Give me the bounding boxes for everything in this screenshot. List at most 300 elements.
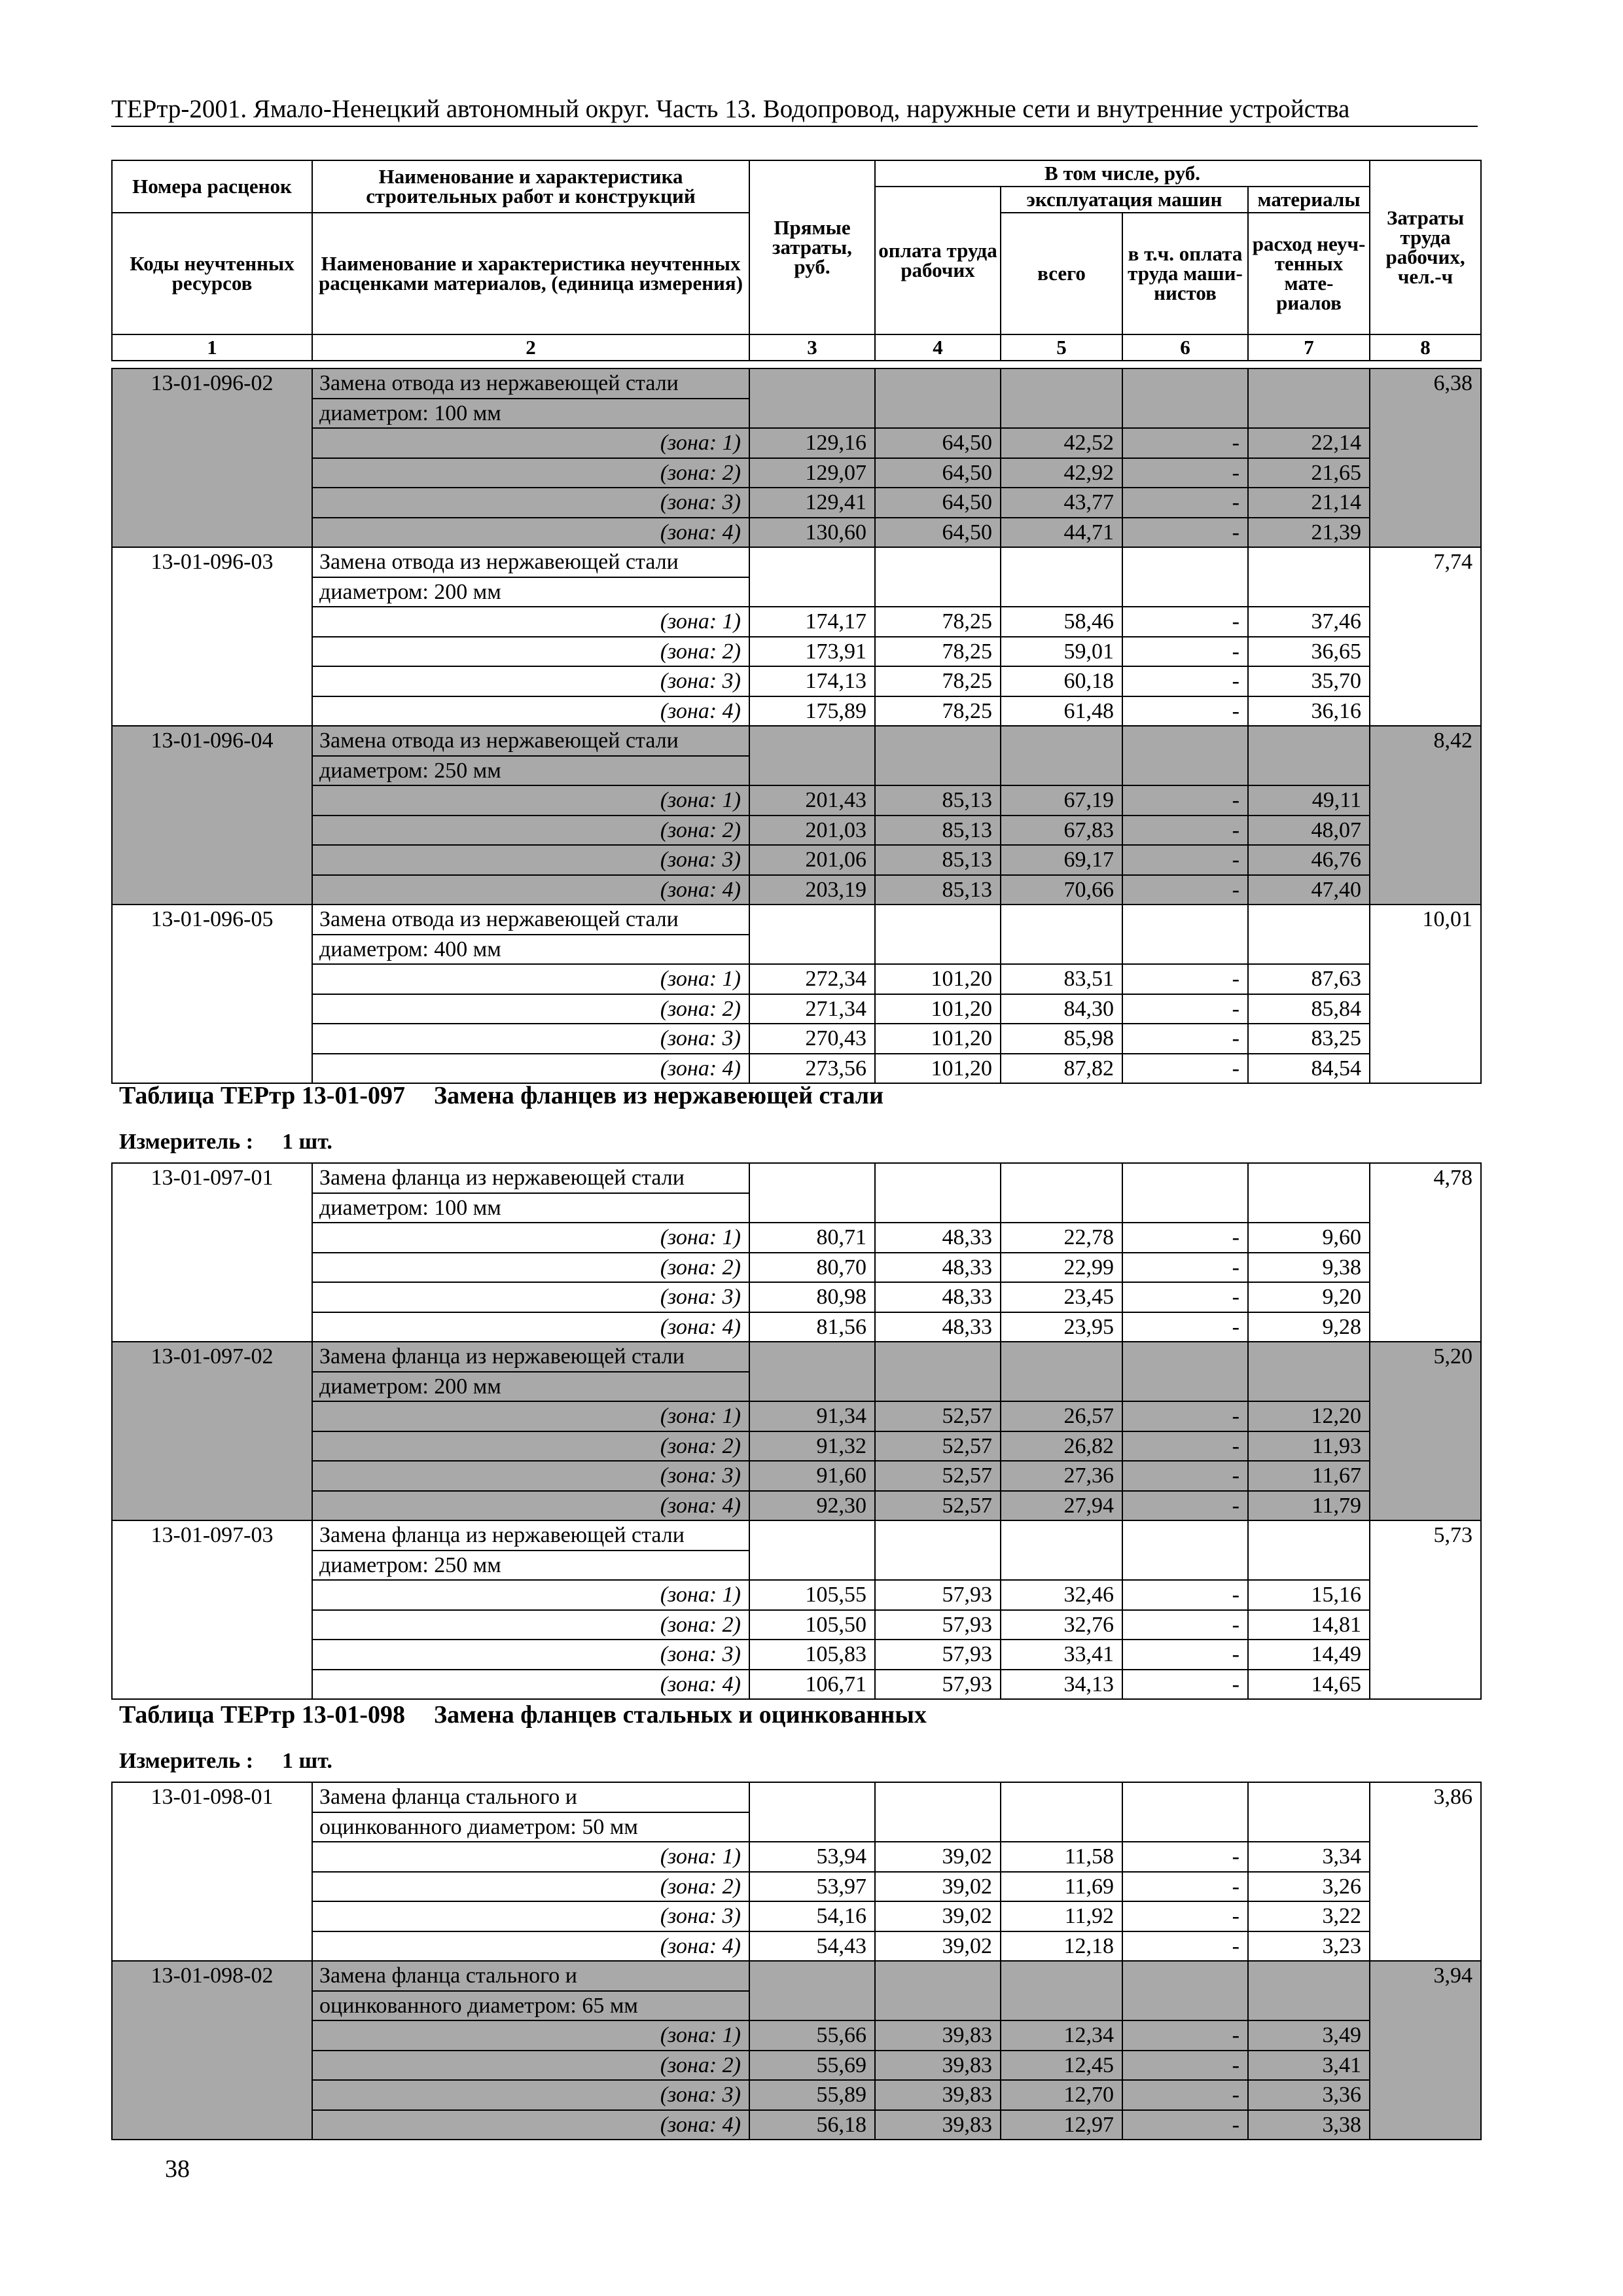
- machine-total-value: 67,83: [1001, 816, 1122, 846]
- empty-cell: [1122, 726, 1248, 785]
- table-row: [112, 1520, 1481, 1551]
- empty-cell: [1122, 547, 1248, 607]
- machine-total-value: 11,69: [1001, 1872, 1122, 1902]
- machinist-wage-value: -: [1122, 1901, 1248, 1931]
- material-value: 21,14: [1248, 488, 1370, 518]
- zone-row: [112, 1401, 1481, 1431]
- direct-cost-value: 174,13: [749, 666, 875, 696]
- work-name-line-2: оцинкованного диаметром: 50 мм: [312, 1812, 749, 1842]
- material-value: 3,36: [1248, 2080, 1370, 2110]
- material-value: 12,20: [1248, 1401, 1370, 1431]
- work-name-line-1: Замена отвода из нержавеющей стали: [312, 905, 749, 935]
- material-value: 14,81: [1248, 1610, 1370, 1640]
- measure-098: [119, 1749, 332, 1774]
- zone-row: [112, 875, 1481, 905]
- machine-total-value: 85,98: [1001, 1024, 1122, 1054]
- machine-total-value: 59,01: [1001, 637, 1122, 667]
- zone-row: [112, 1842, 1481, 1872]
- machine-total-value: 11,58: [1001, 1842, 1122, 1872]
- direct-cost-value: 105,50: [749, 1610, 875, 1640]
- empty-cell: [1001, 547, 1122, 607]
- empty-cell: [1001, 1342, 1122, 1401]
- rate-code: 13-01-098-02: [112, 1961, 312, 2140]
- machine-total-value: 67,19: [1001, 785, 1122, 816]
- material-value: 3,26: [1248, 1872, 1370, 1902]
- empty-cell: [749, 1782, 875, 1842]
- worker-wage-value: 78,25: [875, 607, 1001, 637]
- machine-total-value: 70,66: [1001, 875, 1122, 905]
- empty-cell: [1001, 1163, 1122, 1223]
- worker-wage-value: 57,93: [875, 1670, 1001, 1700]
- col-num-1: 1: [112, 334, 312, 361]
- zone-label: (зона: 1): [312, 1842, 749, 1872]
- empty-cell: [749, 368, 875, 428]
- machinist-wage-value: -: [1122, 1491, 1248, 1521]
- work-name-line-2: диаметром: 250 мм: [312, 1551, 749, 1581]
- machinist-wage-value: -: [1122, 696, 1248, 726]
- empty-cell: [875, 1163, 1001, 1223]
- worker-wage-value: 39,02: [875, 1842, 1001, 1872]
- col-num-7: 7: [1248, 334, 1370, 361]
- table-title-code: Таблица ТЕРтр 13-01-097: [119, 1082, 406, 1109]
- machine-total-value: 12,97: [1001, 2110, 1122, 2140]
- machinist-wage-value: -: [1122, 2051, 1248, 2081]
- table-row: [112, 1342, 1481, 1372]
- worker-wage-value: 85,13: [875, 845, 1001, 875]
- machine-total-value: 83,51: [1001, 964, 1122, 994]
- table-row: [112, 726, 1481, 756]
- zone-label: (зона: 1): [312, 785, 749, 816]
- zone-label: (зона: 4): [312, 1931, 749, 1962]
- machinist-wage-value: -: [1122, 1842, 1248, 1872]
- empty-cell: [1122, 905, 1248, 964]
- col-num-5: 5: [1001, 334, 1122, 361]
- material-value: 14,49: [1248, 1640, 1370, 1670]
- empty-cell: [1248, 1520, 1370, 1580]
- table-title-098: [119, 1700, 955, 1729]
- rate-code: 13-01-097-02: [112, 1342, 312, 1520]
- zone-row: [112, 488, 1481, 518]
- column-header-table: [111, 160, 1482, 361]
- labor-value: 5,73: [1370, 1520, 1481, 1699]
- empty-cell: [1122, 1520, 1248, 1580]
- worker-wage-value: 85,13: [875, 875, 1001, 905]
- measure-unit: 1 шт.: [282, 1130, 332, 1154]
- material-value: 9,60: [1248, 1223, 1370, 1253]
- direct-cost-value: 106,71: [749, 1670, 875, 1700]
- zone-label: (зона: 3): [312, 666, 749, 696]
- direct-cost-value: 91,32: [749, 1431, 875, 1462]
- direct-cost-value: 92,30: [749, 1491, 875, 1521]
- machinist-wage-value: -: [1122, 875, 1248, 905]
- direct-cost-value: 174,17: [749, 607, 875, 637]
- direct-cost-value: 201,03: [749, 816, 875, 846]
- worker-wage-value: 52,57: [875, 1431, 1001, 1462]
- measure-097: [119, 1130, 332, 1155]
- zone-row: [112, 1253, 1481, 1283]
- table-title-code: Таблица ТЕРтр 13-01-098: [119, 1701, 406, 1729]
- work-name-line-1: Замена отвода из нержавеющей стали: [312, 726, 749, 756]
- direct-cost-value: 201,43: [749, 785, 875, 816]
- header-work-name: Наименование и характеристика строительных работ и конструкций: [312, 160, 749, 213]
- machinist-wage-value: -: [1122, 1872, 1248, 1902]
- zone-row: [112, 1901, 1481, 1931]
- machinist-wage-value: -: [1122, 1580, 1248, 1610]
- table-row: [112, 1782, 1481, 1812]
- worker-wage-value: 57,93: [875, 1610, 1001, 1640]
- zone-label: (зона: 3): [312, 1461, 749, 1491]
- worker-wage-value: 101,20: [875, 994, 1001, 1024]
- material-value: 35,70: [1248, 666, 1370, 696]
- empty-cell: [875, 1342, 1001, 1401]
- machine-total-value: 23,95: [1001, 1312, 1122, 1342]
- zone-row: [112, 1024, 1481, 1054]
- zone-label: (зона: 1): [312, 1401, 749, 1431]
- direct-cost-value: 55,66: [749, 2020, 875, 2051]
- worker-wage-value: 39,83: [875, 2051, 1001, 2081]
- worker-wage-value: 39,83: [875, 2110, 1001, 2140]
- zone-row: [112, 2020, 1481, 2051]
- worker-wage-value: 48,33: [875, 1282, 1001, 1312]
- worker-wage-value: 64,50: [875, 488, 1001, 518]
- material-value: 22,14: [1248, 428, 1370, 458]
- table-row: [112, 368, 1481, 399]
- zone-row: [112, 964, 1481, 994]
- measure-unit: 1 шт.: [282, 1749, 332, 1773]
- rate-code: 13-01-097-01: [112, 1163, 312, 1342]
- material-value: 15,16: [1248, 1580, 1370, 1610]
- table-row: [112, 1163, 1481, 1193]
- machine-total-value: 42,92: [1001, 458, 1122, 488]
- machine-total-value: 27,36: [1001, 1461, 1122, 1491]
- direct-cost-value: 55,89: [749, 2080, 875, 2110]
- measure-label: Измеритель :: [119, 1749, 254, 1773]
- zone-row: [112, 2110, 1481, 2140]
- machine-total-value: 12,45: [1001, 2051, 1122, 2081]
- zone-label: (зона: 2): [312, 816, 749, 846]
- header-machines: эксплуатация машин: [1001, 187, 1248, 213]
- worker-wage-value: 48,33: [875, 1312, 1001, 1342]
- direct-cost-value: 81,56: [749, 1312, 875, 1342]
- table-title-097: [119, 1081, 912, 1110]
- machine-total-value: 44,71: [1001, 518, 1122, 548]
- work-name-line-1: Замена фланца стального и: [312, 1961, 749, 1991]
- direct-cost-value: 53,94: [749, 1842, 875, 1872]
- empty-cell: [1001, 368, 1122, 428]
- zone-row: [112, 428, 1481, 458]
- zone-label: (зона: 4): [312, 518, 749, 548]
- material-value: 21,39: [1248, 518, 1370, 548]
- labor-value: 7,74: [1370, 547, 1481, 726]
- page-number: 38: [165, 2155, 190, 2183]
- machinist-wage-value: -: [1122, 1670, 1248, 1700]
- machinist-wage-value: -: [1122, 607, 1248, 637]
- machine-total-value: 43,77: [1001, 488, 1122, 518]
- header-direct-costs: Прямые затраты, руб.: [749, 160, 875, 334]
- empty-cell: [1122, 1961, 1248, 2020]
- empty-cell: [1248, 726, 1370, 785]
- zone-label: (зона: 3): [312, 2080, 749, 2110]
- worker-wage-value: 39,83: [875, 2080, 1001, 2110]
- machinist-wage-value: -: [1122, 845, 1248, 875]
- zone-label: (зона: 3): [312, 1024, 749, 1054]
- machine-total-value: 26,57: [1001, 1401, 1122, 1431]
- empty-cell: [1248, 1342, 1370, 1401]
- zone-label: (зона: 1): [312, 428, 749, 458]
- machinist-wage-value: -: [1122, 2020, 1248, 2051]
- zone-row: [112, 845, 1481, 875]
- zone-row: [112, 1931, 1481, 1962]
- zone-row: [112, 1312, 1481, 1342]
- zone-label: (зона: 4): [312, 696, 749, 726]
- rates-table-098: [111, 1782, 1482, 2140]
- machine-total-value: 69,17: [1001, 845, 1122, 875]
- zone-label: (зона: 1): [312, 607, 749, 637]
- zone-label: (зона: 1): [312, 2020, 749, 2051]
- zone-label: (зона: 3): [312, 845, 749, 875]
- rate-code: 13-01-097-03: [112, 1520, 312, 1699]
- machine-total-value: 87,82: [1001, 1054, 1122, 1084]
- empty-cell: [875, 368, 1001, 428]
- empty-cell: [1122, 368, 1248, 428]
- zone-label: (зона: 2): [312, 1610, 749, 1640]
- direct-cost-value: 105,83: [749, 1640, 875, 1670]
- material-value: 14,65: [1248, 1670, 1370, 1700]
- empty-cell: [875, 1961, 1001, 2020]
- machinist-wage-value: -: [1122, 964, 1248, 994]
- machine-total-value: 42,52: [1001, 428, 1122, 458]
- empty-cell: [1122, 1163, 1248, 1223]
- machine-total-value: 12,34: [1001, 2020, 1122, 2051]
- zone-label: (зона: 4): [312, 1491, 749, 1521]
- direct-cost-value: 203,19: [749, 875, 875, 905]
- direct-cost-value: 129,41: [749, 488, 875, 518]
- work-name-line-2: диаметром: 250 мм: [312, 756, 749, 786]
- rate-code: 13-01-096-04: [112, 726, 312, 905]
- labor-value: 5,20: [1370, 1342, 1481, 1520]
- empty-cell: [875, 547, 1001, 607]
- empty-cell: [749, 1163, 875, 1223]
- material-value: 21,65: [1248, 458, 1370, 488]
- rate-code: 13-01-098-01: [112, 1782, 312, 1961]
- zone-label: (зона: 1): [312, 1580, 749, 1610]
- zone-row: [112, 785, 1481, 816]
- direct-cost-value: 91,34: [749, 1401, 875, 1431]
- machinist-wage-value: -: [1122, 1610, 1248, 1640]
- worker-wage-value: 78,25: [875, 696, 1001, 726]
- zone-row: [112, 994, 1481, 1024]
- zone-label: (зона: 1): [312, 964, 749, 994]
- worker-wage-value: 64,50: [875, 518, 1001, 548]
- material-value: 87,63: [1248, 964, 1370, 994]
- rates-table-096: [111, 368, 1482, 1084]
- zone-row: [112, 2080, 1481, 2110]
- direct-cost-value: 56,18: [749, 2110, 875, 2140]
- page-header: ТЕРтр-2001. Ямало-Ненецкий автономный округ. Часть 13. Водопровод, наружные сети и внутренние устройства: [111, 94, 1478, 127]
- machine-total-value: 11,92: [1001, 1901, 1122, 1931]
- work-name-line-2: диаметром: 200 мм: [312, 1372, 749, 1402]
- zone-label: (зона: 1): [312, 1223, 749, 1253]
- material-value: 9,38: [1248, 1253, 1370, 1283]
- material-value: 3,38: [1248, 2110, 1370, 2140]
- table-title-name: Замена фланцев стальных и оцинкованных: [434, 1701, 927, 1729]
- worker-wage-value: 101,20: [875, 1024, 1001, 1054]
- empty-cell: [1001, 905, 1122, 964]
- zone-label: (зона: 2): [312, 1872, 749, 1902]
- worker-wage-value: 101,20: [875, 1054, 1001, 1084]
- zone-label: (зона: 4): [312, 875, 749, 905]
- machinist-wage-value: -: [1122, 1223, 1248, 1253]
- material-value: 9,20: [1248, 1282, 1370, 1312]
- zone-row: [112, 1282, 1481, 1312]
- header-material-name: Наименование и характеристика неучтенных расценками материалов, (единица измерения): [312, 213, 749, 334]
- worker-wage-value: 48,33: [875, 1223, 1001, 1253]
- zone-label: (зона: 3): [312, 1282, 749, 1312]
- worker-wage-value: 101,20: [875, 964, 1001, 994]
- machinist-wage-value: -: [1122, 1931, 1248, 1962]
- rates-table-097: [111, 1162, 1482, 1700]
- machine-total-value: 26,82: [1001, 1431, 1122, 1462]
- machinist-wage-value: -: [1122, 2080, 1248, 2110]
- machinist-wage-value: -: [1122, 994, 1248, 1024]
- worker-wage-value: 85,13: [875, 816, 1001, 846]
- zone-label: (зона: 2): [312, 458, 749, 488]
- machine-total-value: 12,18: [1001, 1931, 1122, 1962]
- worker-wage-value: 52,57: [875, 1461, 1001, 1491]
- empty-cell: [1001, 1520, 1122, 1580]
- zone-label: (зона: 3): [312, 1640, 749, 1670]
- worker-wage-value: 85,13: [875, 785, 1001, 816]
- empty-cell: [1122, 1782, 1248, 1842]
- zone-row: [112, 666, 1481, 696]
- work-name-line-2: диаметром: 400 мм: [312, 935, 749, 965]
- empty-cell: [749, 726, 875, 785]
- machine-total-value: 23,45: [1001, 1282, 1122, 1312]
- header-rate-numbers: Номера расценок: [112, 160, 312, 213]
- header-including: В том числе, руб.: [875, 160, 1370, 187]
- machine-total-value: 22,99: [1001, 1253, 1122, 1283]
- zone-label: (зона: 4): [312, 1670, 749, 1700]
- zone-label: (зона: 4): [312, 1312, 749, 1342]
- direct-cost-value: 129,07: [749, 458, 875, 488]
- direct-cost-value: 91,60: [749, 1461, 875, 1491]
- zone-row: [112, 458, 1481, 488]
- header-resource-codes: Коды неучтенных ресурсов: [112, 213, 312, 334]
- work-name-line-1: Замена фланца из нержавеющей стали: [312, 1342, 749, 1372]
- direct-cost-value: 175,89: [749, 696, 875, 726]
- material-value: 85,84: [1248, 994, 1370, 1024]
- machinist-wage-value: -: [1122, 816, 1248, 846]
- machinist-wage-value: -: [1122, 1312, 1248, 1342]
- material-value: 83,25: [1248, 1024, 1370, 1054]
- header-machines-total: всего: [1001, 213, 1122, 334]
- empty-cell: [749, 1342, 875, 1401]
- machinist-wage-value: -: [1122, 1054, 1248, 1084]
- empty-cell: [875, 1520, 1001, 1580]
- machine-total-value: 34,13: [1001, 1670, 1122, 1700]
- direct-cost-value: 80,70: [749, 1253, 875, 1283]
- col-num-3: 3: [749, 334, 875, 361]
- zone-row: [112, 637, 1481, 667]
- machinist-wage-value: -: [1122, 637, 1248, 667]
- worker-wage-value: 39,83: [875, 2020, 1001, 2051]
- empty-cell: [1248, 1782, 1370, 1842]
- table-row: [112, 547, 1481, 577]
- zone-row: [112, 1431, 1481, 1462]
- empty-cell: [749, 1961, 875, 2020]
- empty-cell: [875, 1782, 1001, 1842]
- zone-row: [112, 1223, 1481, 1253]
- zone-label: (зона: 4): [312, 2110, 749, 2140]
- work-name-line-2: диаметром: 100 мм: [312, 399, 749, 429]
- machinist-wage-value: -: [1122, 458, 1248, 488]
- empty-cell: [749, 905, 875, 964]
- zone-label: (зона: 2): [312, 2051, 749, 2081]
- zone-label: (зона: 2): [312, 1431, 749, 1462]
- material-value: 46,76: [1248, 845, 1370, 875]
- empty-cell: [749, 547, 875, 607]
- machinist-wage-value: -: [1122, 488, 1248, 518]
- direct-cost-value: 55,69: [749, 2051, 875, 2081]
- labor-value: 8,42: [1370, 726, 1481, 905]
- labor-value: 4,78: [1370, 1163, 1481, 1342]
- zone-row: [112, 2051, 1481, 2081]
- direct-cost-value: 201,06: [749, 845, 875, 875]
- direct-cost-value: 272,34: [749, 964, 875, 994]
- material-value: 37,46: [1248, 607, 1370, 637]
- work-name-line-1: Замена отвода из нержавеющей стали: [312, 368, 749, 399]
- empty-cell: [1248, 1961, 1370, 2020]
- machinist-wage-value: -: [1122, 1640, 1248, 1670]
- direct-cost-value: 105,55: [749, 1580, 875, 1610]
- header-material-consumption: расход неуч- тенных мате- риалов: [1248, 213, 1370, 334]
- zone-row: [112, 816, 1481, 846]
- worker-wage-value: 57,93: [875, 1580, 1001, 1610]
- zone-row: [112, 1610, 1481, 1640]
- worker-wage-value: 52,57: [875, 1401, 1001, 1431]
- direct-cost-value: 271,34: [749, 994, 875, 1024]
- worker-wage-value: 57,93: [875, 1640, 1001, 1670]
- work-name-line-1: Замена отвода из нержавеющей стали: [312, 547, 749, 577]
- direct-cost-value: 80,71: [749, 1223, 875, 1253]
- material-value: 11,79: [1248, 1491, 1370, 1521]
- material-value: 36,65: [1248, 637, 1370, 667]
- direct-cost-value: 270,43: [749, 1024, 875, 1054]
- table-row: [112, 1961, 1481, 1991]
- table-title-name: Замена фланцев из нержавеющей стали: [434, 1082, 884, 1109]
- machine-total-value: 61,48: [1001, 696, 1122, 726]
- machinist-wage-value: -: [1122, 1401, 1248, 1431]
- zone-row: [112, 607, 1481, 637]
- machinist-wage-value: -: [1122, 2110, 1248, 2140]
- material-value: 48,07: [1248, 816, 1370, 846]
- worker-wage-value: 48,33: [875, 1253, 1001, 1283]
- zone-row: [112, 1872, 1481, 1902]
- work-name-line-2: диаметром: 200 мм: [312, 577, 749, 607]
- machine-total-value: 32,46: [1001, 1580, 1122, 1610]
- material-value: 11,67: [1248, 1461, 1370, 1491]
- zone-label: (зона: 2): [312, 994, 749, 1024]
- header-materials: материалы: [1248, 187, 1370, 213]
- rate-code: 13-01-096-05: [112, 905, 312, 1083]
- zone-row: [112, 1580, 1481, 1610]
- zone-row: [112, 1491, 1481, 1521]
- machine-total-value: 84,30: [1001, 994, 1122, 1024]
- material-value: 3,41: [1248, 2051, 1370, 2081]
- rate-code: 13-01-096-03: [112, 547, 312, 726]
- material-value: 49,11: [1248, 785, 1370, 816]
- empty-cell: [1001, 726, 1122, 785]
